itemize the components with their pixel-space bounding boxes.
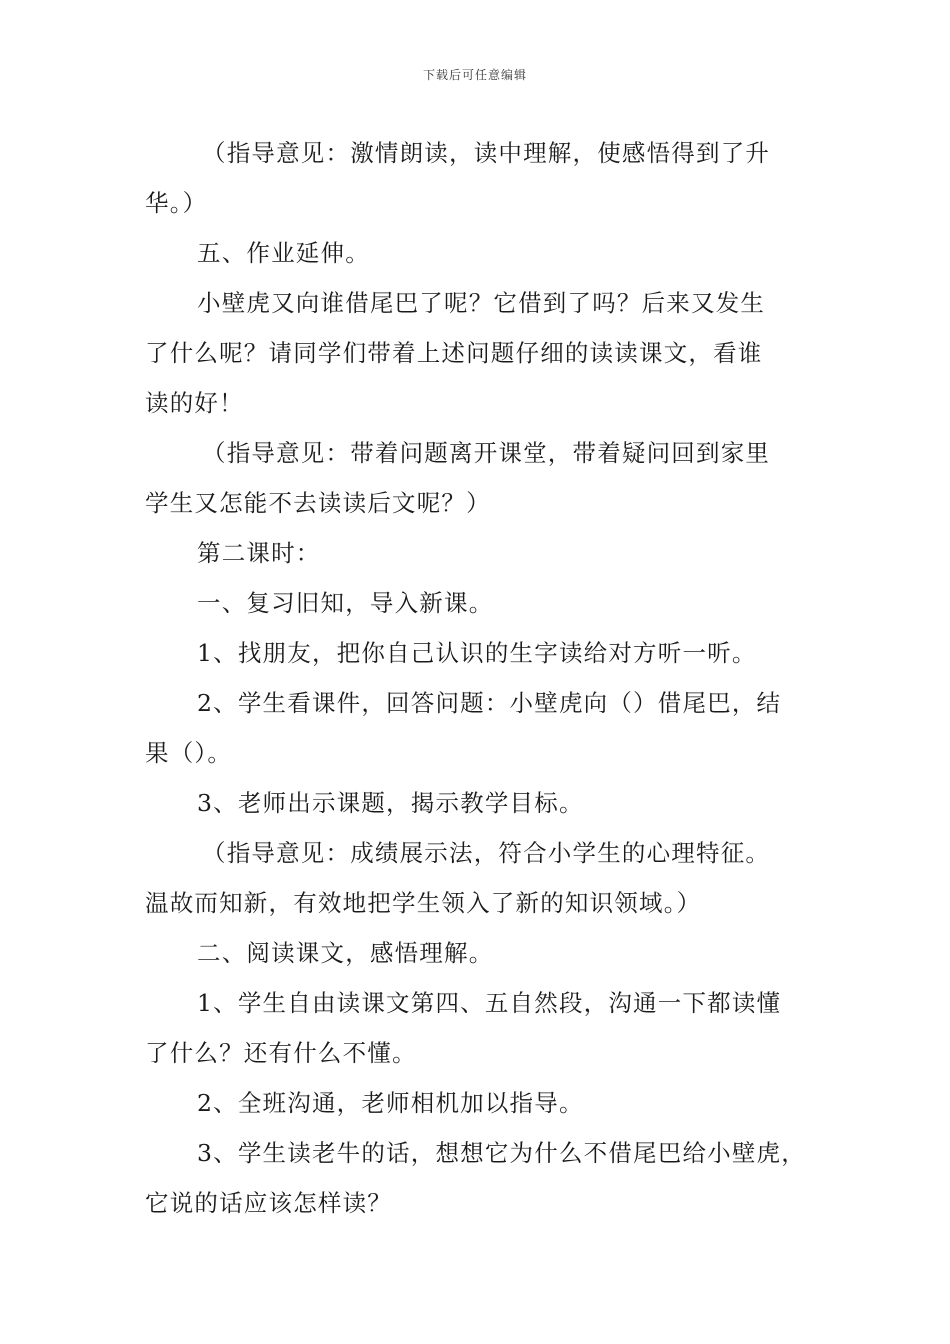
paragraph-line: 华。） <box>145 189 208 217</box>
paragraph-line: 了什么？还有什么不懂。 <box>145 1039 417 1067</box>
paragraph-line: 温故而知新，有效地把学生领入了新的知识领域。） <box>145 889 702 917</box>
paragraph-line: 3、学生读老牛的话，想想它为什么不借尾巴给小壁虎， <box>197 1139 806 1167</box>
paragraph-line: 果（）。 <box>145 739 233 767</box>
paragraph-line: （指导意见：带着问题离开课堂，带着疑问回到家里 <box>202 439 771 467</box>
section-heading: 一、复习旧知，导入新课。 <box>197 589 494 617</box>
section-heading: 第二课时： <box>197 539 321 567</box>
paragraph-line: 小壁虎又向谁借尾巴了呢？它借到了吗？后来又发生 <box>197 289 766 317</box>
paragraph-line: （指导意见：激情朗读，读中理解，使感悟得到了升 <box>202 139 771 167</box>
paragraph-line: 学生又怎能不去读读后文呢？） <box>145 489 491 517</box>
document-body <box>145 128 810 1228</box>
section-heading: 二、阅读课文，感悟理解。 <box>197 939 494 967</box>
paragraph-line: 2、学生看课件，回答问题：小壁虎向（）借尾巴，结 <box>197 689 782 717</box>
paragraph-line: 1、学生自由读课文第四、五自然段，沟通一下都读懂 <box>197 989 782 1017</box>
paragraph-line: （指导意见：成绩展示法，符合小学生的心理特征。 <box>202 839 771 867</box>
paragraph-line: 3、老师出示课题，揭示教学目标。 <box>197 789 584 817</box>
paragraph-line: 1、找朋友，把你自己认识的生字读给对方听一听。 <box>197 639 757 667</box>
paragraph-line: 2、全班沟通，老师相机加以指导。 <box>197 1089 584 1117</box>
paragraph-line: 读的好！ <box>145 389 244 417</box>
page-header: 下载后可任意编辑 <box>422 68 527 82</box>
paragraph-line: 它说的话应该怎样读？ <box>145 1189 392 1217</box>
paragraph-line: 了什么呢？请同学们带着上述问题仔细的读读课文，看谁 <box>145 339 763 367</box>
section-heading: 五、作业延伸。 <box>197 239 370 267</box>
